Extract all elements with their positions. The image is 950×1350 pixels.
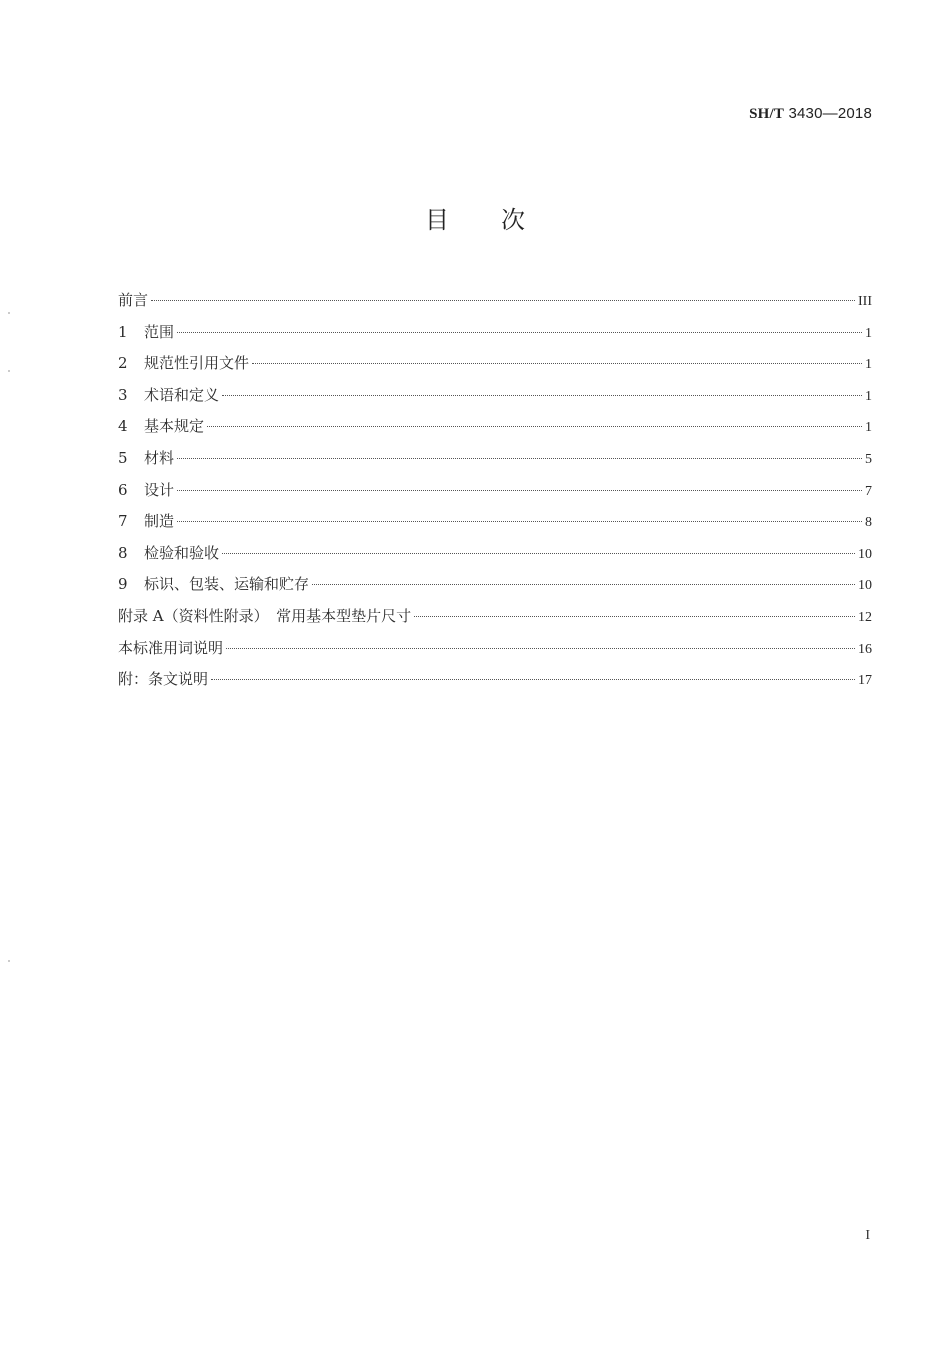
toc-entry-number: 9 bbox=[118, 575, 128, 594]
toc-entry-label: 附录 A（资料性附录） 常用基本型垫片尺寸 bbox=[118, 606, 412, 625]
toc-entry-number: 6 bbox=[118, 480, 128, 499]
toc-leader-dots bbox=[177, 521, 862, 522]
toc-leader-dots bbox=[177, 332, 862, 333]
toc-entry-number: 4 bbox=[118, 417, 128, 436]
standard-code bbox=[749, 104, 872, 123]
toc-entry[interactable] bbox=[118, 572, 872, 604]
toc-entry-label: 基本规定 bbox=[144, 417, 205, 436]
toc-entry-page: 8 bbox=[865, 515, 872, 531]
margin-mark bbox=[8, 370, 10, 372]
toc-leader-dots bbox=[207, 426, 862, 427]
toc-entry-page: 1 bbox=[865, 357, 872, 373]
toc-leader-dots bbox=[252, 363, 862, 364]
toc-entry-number: 8 bbox=[118, 543, 128, 562]
toc-entry-page: 12 bbox=[858, 609, 872, 625]
toc-entry-label: 规范性引用文件 bbox=[144, 354, 250, 373]
toc-entry-page: 10 bbox=[858, 578, 872, 594]
toc-entry-page: III bbox=[858, 294, 872, 309]
toc-entry-label: 本标准用词说明 bbox=[118, 638, 224, 657]
toc-entry-page: 1 bbox=[865, 388, 872, 404]
toc-leader-dots bbox=[414, 616, 855, 617]
toc-leader-dots bbox=[177, 490, 862, 491]
toc-entry-label: 前言 bbox=[118, 291, 149, 309]
table-of-contents bbox=[118, 288, 872, 699]
toc-entry-number: 5 bbox=[118, 448, 128, 467]
toc-entry-page: 5 bbox=[865, 451, 872, 467]
toc-entry-number: 1 bbox=[118, 322, 128, 341]
toc-entry-page: 17 bbox=[858, 673, 872, 689]
toc-entry-page: 10 bbox=[858, 546, 872, 562]
toc-entry[interactable] bbox=[118, 320, 872, 352]
toc-entry-label: 设计 bbox=[144, 480, 175, 499]
toc-entry-label: 附：条文说明 bbox=[118, 670, 209, 689]
toc-entry-page: 7 bbox=[865, 483, 872, 499]
toc-leader-dots bbox=[312, 584, 855, 585]
margin-mark bbox=[8, 960, 10, 962]
toc-title: 目次 bbox=[425, 206, 577, 234]
toc-entry[interactable] bbox=[118, 667, 872, 699]
toc-leader-dots bbox=[151, 300, 855, 301]
toc-entry-number: 2 bbox=[118, 354, 128, 373]
margin-mark bbox=[8, 312, 10, 314]
toc-entry-label: 材料 bbox=[144, 448, 175, 467]
toc-entry[interactable] bbox=[118, 351, 872, 383]
toc-entry-number: 7 bbox=[118, 512, 128, 531]
page-number: I bbox=[865, 1228, 870, 1243]
toc-entry-label: 检验和验收 bbox=[144, 543, 220, 562]
toc-leader-dots bbox=[177, 458, 862, 459]
toc-entry[interactable] bbox=[118, 509, 872, 541]
toc-entry[interactable] bbox=[118, 446, 872, 478]
toc-entry-page: 1 bbox=[865, 325, 872, 341]
toc-entry-label: 制造 bbox=[144, 512, 175, 531]
toc-entry-label: 标识、包装、运输和贮存 bbox=[144, 575, 310, 594]
standard-code-prefix: SH/T bbox=[749, 106, 785, 122]
toc-entry[interactable] bbox=[118, 541, 872, 573]
toc-entry[interactable] bbox=[118, 383, 872, 415]
toc-leader-dots bbox=[222, 553, 855, 554]
toc-leader-dots bbox=[211, 679, 855, 680]
toc-leader-dots bbox=[226, 648, 855, 649]
toc-entry-label: 术语和定义 bbox=[144, 385, 220, 404]
toc-entry[interactable] bbox=[118, 288, 872, 320]
toc-leader-dots bbox=[222, 395, 862, 396]
toc-entry-label: 范围 bbox=[144, 322, 175, 341]
toc-entry[interactable] bbox=[118, 636, 872, 668]
toc-entry-page: 1 bbox=[865, 420, 872, 436]
toc-entry[interactable] bbox=[118, 478, 872, 510]
toc-entry-page: 16 bbox=[858, 641, 872, 657]
standard-code-number: 3430—2018 bbox=[784, 105, 872, 122]
toc-entry-number: 3 bbox=[118, 385, 128, 404]
toc-entry[interactable] bbox=[118, 604, 872, 636]
toc-entry[interactable] bbox=[118, 414, 872, 446]
